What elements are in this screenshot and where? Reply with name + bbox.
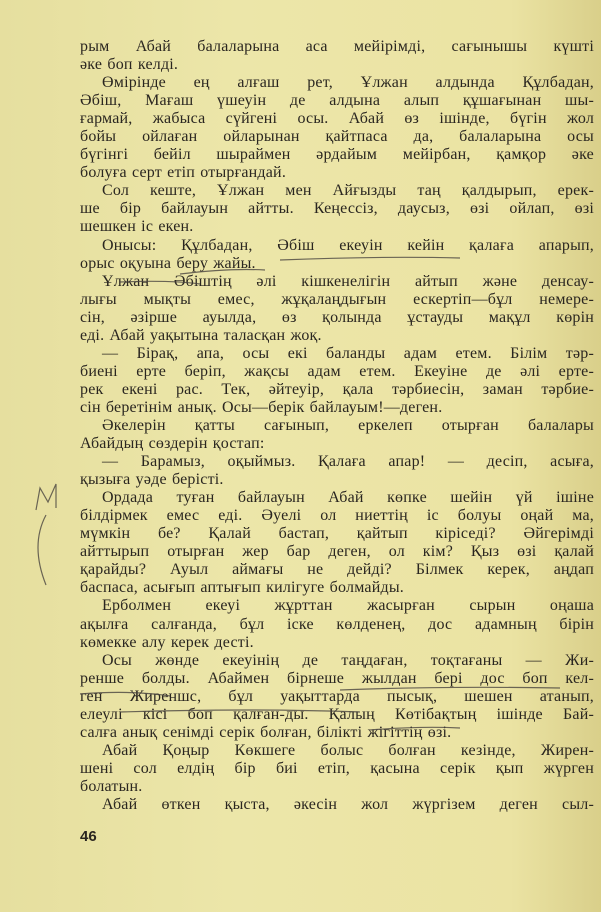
text-line: Ордада туған байлауын Абай көпке шейін үй ішіне (102, 489, 594, 507)
text-line: салға анық сенімді серік болған, білікті жігіттің өзі. (80, 723, 452, 741)
text-line: Абай Қоңыр Көкшеге болыс болған кезінде, Жирен- (102, 741, 594, 759)
text-line: сін беретінім анық. Осы—берік байлауым!—деген. (80, 398, 443, 416)
text-line: болуға серт етіп отырғандай. (80, 164, 287, 182)
text-line: елеулі кісі боп қалған-ды. Қалың Көтібақтың ішінде Бай- (80, 705, 594, 723)
text-line: шені сол елдің бір биі етіп, қасына серік қып жүрген (80, 759, 594, 777)
text-line: білдірмек емес еді. Әуелі ол ниеттің іс болуы оңай ма, (80, 507, 594, 525)
text-line: баспаса, асығып аптығып килігуге болмайды. (80, 579, 404, 597)
text-line: ген Жиреншс, бұл уақыттарда пысық, шешен атанып, (80, 687, 594, 705)
bracket-mark (38, 515, 46, 585)
page-number: 46 (80, 828, 97, 845)
text-line: бүгінгі бейіл шыраймен әрдайым мейірбан, қамқор әке (80, 146, 594, 164)
text-line: — Барамыз, оқыймыз. Қалаға апар! — десіп, асыға, (102, 453, 594, 471)
text-line: Әбіш, Мағаш үшеуін де алдына алып құшағынан шы- (80, 92, 594, 110)
text-line: бойы ойлаған ойларынан қайтпаса да, балаларына осы (80, 128, 594, 146)
text-line: Әкелерін қатты сағынып, еркелеп отырған балалары (102, 416, 594, 434)
text-line: қарайды? Ауыл аймағы не дейді? Білмек керек, аңдап (80, 561, 594, 579)
text-line: ақылға салғанда, бұл іске көлденең, дос адамның бірін (80, 615, 594, 633)
text-line: мүмкін бе? Қалай бастап, қайтып кіріседі? Әйгерімді (80, 525, 594, 543)
text-line: Ерболмен екеуі жұрттан жасырған сырын оңаша (102, 597, 594, 615)
text-line: лығы мықты емес, жұқалаңдығын ескертіп—бұл немере- (80, 290, 594, 308)
book-page-text (80, 38, 594, 814)
text-line: көмекке алу керек десті. (80, 633, 254, 651)
text-line: — Бірақ, апа, осы екі баланды адам етем. Білім тәр- (102, 344, 594, 362)
text-line: сін, әзірше ауылда, өз қолында ұстауды мақұл көрін (80, 308, 594, 326)
text-line: Өмірінде ең алғаш рет, Ұлжан алдында Құлбадан, (102, 74, 594, 92)
text-line: еді. Абай уақытына таласқан жоқ. (80, 326, 322, 344)
text-line: рек екені рас. Тек, әйтеуір, қала тәрбиесін, заман тәрбие- (80, 380, 594, 398)
text-line: ше бір байлауын айтты. Кеңессіз, даусыз, өзі ойлап, өзі (80, 200, 594, 218)
text-line: ғармай, жабыса сүйгені осы. Абай өз ішінде, бүгін жол (80, 110, 594, 128)
text-line: айттырып отырған жер бар деген, ол кім? Қыз өзі қалай (80, 543, 594, 561)
text-line: биені ерте беріп, жақсы адам етем. Екеуіне де әлі ерте- (80, 362, 594, 380)
text-line: болатын. (80, 777, 143, 795)
text-line: Осы жөнде екеуінің де таңдаған, тоқтағаны — Жи- (102, 651, 594, 669)
text-line: Ұлжан Әбіштің әлі кішкенелігін айтып және денсау- (102, 272, 594, 290)
text-line: Онысы: Құлбадан, Әбіш екеуін кейін қалаға апарып, (102, 236, 594, 254)
text-line: реншe болды. Абаймен бірнеше жылдан бері дос боп кел- (80, 669, 594, 687)
text-line: әке боп келді. (80, 56, 179, 74)
text-line: Абайдың сөздерін қостап: (80, 435, 265, 453)
text-line: рым Абай балаларына аса мейірімді, сағынышы күшті (80, 38, 594, 55)
text-line: Абай өткен қыста, әкесін жол жүргізем деген сыл- (102, 795, 594, 813)
text-line: қызыға уәде берісті. (80, 471, 224, 489)
text-line: орыс оқуына беру жайы. (80, 254, 256, 272)
text-line: Сол кеште, Ұлжан мен Айғызды таң қалдырып, ерек- (102, 182, 594, 200)
handwritten-m-icon (36, 484, 56, 510)
text-line: шешкен іс екен. (80, 218, 194, 236)
